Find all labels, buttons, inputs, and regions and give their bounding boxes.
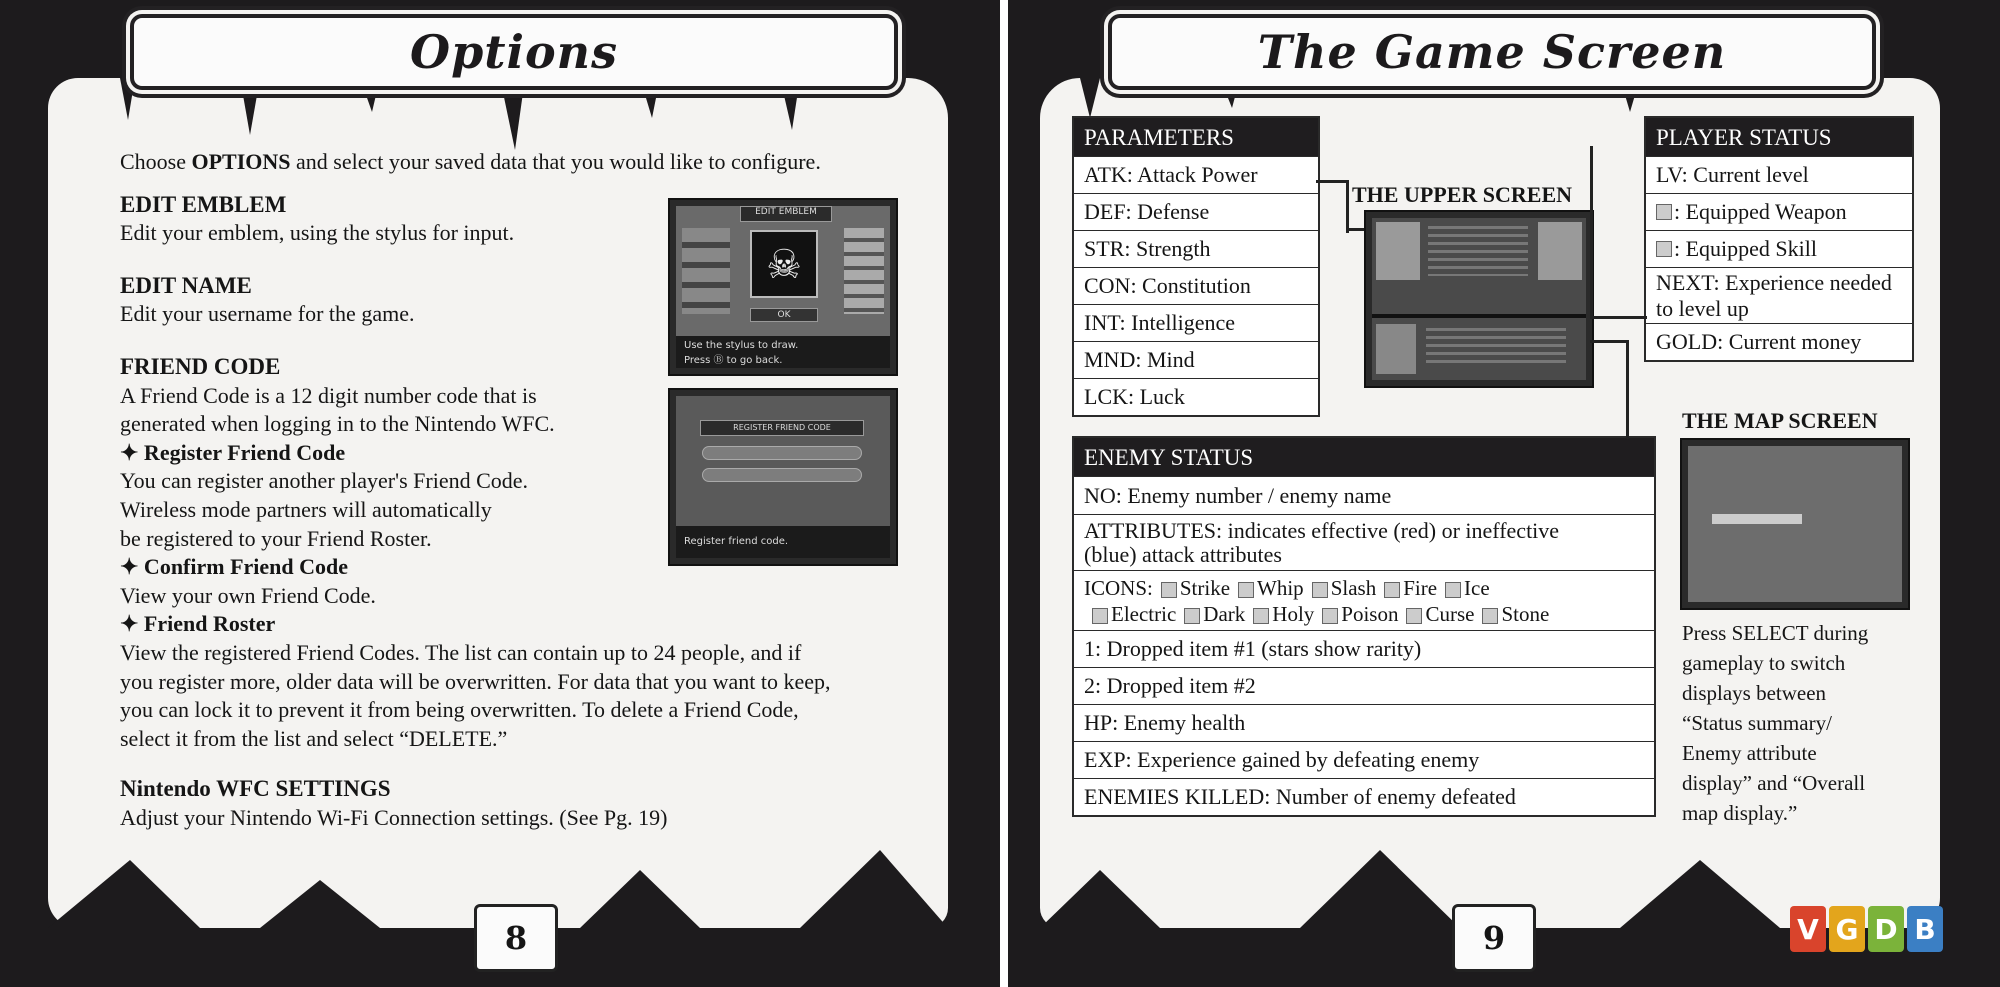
map-text-line: displays between <box>1682 681 1827 705</box>
enemy-portrait <box>1376 324 1416 374</box>
icon-label: Ice <box>1464 576 1490 600</box>
table-row: : Equipped Weapon <box>1646 193 1912 230</box>
map-text-line: display” and “Overall <box>1682 771 1866 795</box>
table-rows <box>1074 156 1318 415</box>
friend-code-section: FRIEND CODE A Friend Code is a 12 digit number code that is generated when logging in to the Nintendo WFC. ✦ Register Friend Code You can register another player's Friend Code. Wireless mode partners will automatically be registered to your Friend Roster. ✦ Confirm Friend Code View your own Friend Code. ✦ Friend Roster View the registered Friend Codes. The list can contain up to 24 people, and if you register more, older data will be overwritten. For data that you want to keep, you can lock it to prevent it from being overwritten. To delete a Friend Code, select it from the list and select “DELETE.” <box>120 353 910 753</box>
holy-icon <box>1253 608 1269 624</box>
icon-label: Poison <box>1341 602 1399 626</box>
table-row: 1: Dropped item #1 (stars show rarity) <box>1074 630 1654 667</box>
map-screen-screenshot <box>1680 438 1910 610</box>
icon-label: Dark <box>1203 602 1246 626</box>
map-text-line: map display.” <box>1682 801 1798 825</box>
edit-emblem-screenshot <box>668 198 898 376</box>
menu-pill-1 <box>702 446 862 460</box>
parameters-table <box>1072 116 1320 417</box>
page-number-right: 9 <box>1452 904 1536 972</box>
icon-label: Stone <box>1501 602 1550 626</box>
screenshot-title: REGISTER FRIEND CODE <box>700 420 864 436</box>
ice-icon <box>1445 582 1461 598</box>
skill-icon <box>1656 241 1672 257</box>
table-row: NEXT: Experience needed to level up <box>1646 267 1912 323</box>
stat-lines <box>1428 226 1528 276</box>
map-text-line: gameplay to switch <box>1682 651 1846 675</box>
map-text-line: “Status summary/ <box>1682 711 1832 735</box>
left-title-banner <box>130 14 898 90</box>
icon-label: Whip <box>1257 576 1304 600</box>
map-text-line: Enemy attribute <box>1682 741 1817 765</box>
map-text-line: Press SELECT during <box>1682 621 1869 645</box>
options-keyword: OPTIONS <box>191 149 291 174</box>
connector-line <box>1590 146 1647 319</box>
strike-icon <box>1161 582 1177 598</box>
table-row: CON: Constitution <box>1074 267 1318 304</box>
connector-line <box>1316 180 1349 233</box>
section-text: Edit your username for the game. <box>120 301 415 327</box>
table-row: DEF: Defense <box>1074 193 1318 230</box>
screenshot-caption: Register friend code. <box>676 526 890 558</box>
table-row: ATTRIBUTES: indicates effective (red) or ineffective (blue) attack attributes <box>1074 514 1654 570</box>
watermark-letter: D <box>1868 906 1904 952</box>
section-heading: FRIEND CODE <box>120 353 281 379</box>
wfc-settings-section <box>120 775 910 832</box>
icon-label: Slash <box>1330 576 1377 600</box>
section-heading: Nintendo WFC SETTINGS <box>120 776 391 802</box>
fire-icon <box>1384 582 1400 598</box>
watermark-letter: B <box>1907 906 1943 952</box>
character-portrait-right <box>1538 222 1582 280</box>
palette-swatches <box>682 228 730 314</box>
screenshot-caption: Use the stylus to draw. Press Ⓑ to go back. <box>676 336 890 368</box>
upper-screen-label: THE UPPER SCREEN <box>1352 182 1573 207</box>
player-status-table <box>1644 116 1914 362</box>
ok-button: OK <box>750 308 818 322</box>
screenshot-screen <box>1688 446 1902 602</box>
icons-row: ICONS: Strike Whip Slash Fire Ice Electric Dark Holy Poison Curse Stone <box>1074 570 1654 630</box>
icon-label: Curse <box>1425 602 1475 626</box>
page-title: Options <box>410 25 618 79</box>
table-row: GOLD: Current money <box>1646 323 1912 360</box>
icon-label: Strike <box>1179 576 1231 600</box>
page-number-left: 8 <box>474 904 558 972</box>
table-row: LV: Current level <box>1646 156 1912 193</box>
icon-label: Electric <box>1111 602 1177 626</box>
table-heading: PARAMETERS <box>1074 118 1318 156</box>
electric-icon <box>1092 608 1108 624</box>
upper-screen-screenshot <box>1364 210 1594 388</box>
table-row: MND: Mind <box>1074 341 1318 378</box>
poison-icon <box>1322 608 1338 624</box>
register-friend-code-screenshot <box>668 388 898 566</box>
map-description <box>1682 618 1922 828</box>
map-rooms <box>1712 514 1802 524</box>
table-heading: PLAYER STATUS <box>1646 118 1912 156</box>
icon-label: Fire <box>1403 576 1438 600</box>
vgdb-watermark-logo <box>1790 906 1943 952</box>
table-rows <box>1646 156 1912 360</box>
enemy-stat-lines <box>1426 328 1566 368</box>
table-row: LCK: Luck <box>1074 378 1318 415</box>
page-title: The Game Screen <box>1257 25 1727 79</box>
table-row: INT: Intelligence <box>1074 304 1318 341</box>
watermark-letter: G <box>1829 906 1865 952</box>
screen-divider <box>1372 314 1586 318</box>
register-heading: ✦ Register Friend Code <box>120 439 346 465</box>
menu-pill-2 <box>702 468 862 482</box>
right-title-banner <box>1108 14 1876 90</box>
table-row: EXP: Experience gained by defeating enemy <box>1074 741 1654 778</box>
curse-icon <box>1406 608 1422 624</box>
section-heading: EDIT NAME <box>120 272 252 298</box>
enemy-status-table <box>1072 436 1656 817</box>
character-portrait-left <box>1376 222 1420 280</box>
roster-heading: ✦ Friend Roster <box>120 611 276 637</box>
watermark-letter: V <box>1790 906 1826 952</box>
weapon-icon <box>1656 204 1672 220</box>
stone-icon <box>1482 608 1498 624</box>
table-row: 2: Dropped item #2 <box>1074 667 1654 704</box>
intro-paragraph: Choose OPTIONS and select your saved data that you would like to configure. <box>120 149 821 174</box>
connector-line <box>1590 340 1629 439</box>
dark-icon <box>1184 608 1200 624</box>
confirm-heading: ✦ Confirm Friend Code <box>120 554 349 580</box>
section-text: Edit your emblem, using the stylus for input. <box>120 220 515 246</box>
map-screen-label: THE MAP SCREEN <box>1682 408 1878 433</box>
table-row: NO: Enemy number / enemy name <box>1074 476 1654 514</box>
whip-icon <box>1238 582 1254 598</box>
section-heading: EDIT EMBLEM <box>120 191 287 217</box>
screenshot-title: EDIT EMBLEM <box>740 206 832 222</box>
table-row: ATK: Attack Power <box>1074 156 1318 193</box>
skull-emblem: ☠ <box>750 230 818 298</box>
color-bars <box>844 228 884 314</box>
slash-icon <box>1312 582 1328 598</box>
table-row: HP: Enemy health <box>1074 704 1654 741</box>
connector-line <box>1346 228 1364 235</box>
icon-label: Holy <box>1272 602 1315 626</box>
table-row: : Equipped Skill <box>1646 230 1912 267</box>
table-heading: ENEMY STATUS <box>1074 438 1654 476</box>
table-row: ENEMIES KILLED: Number of enemy defeated <box>1074 778 1654 815</box>
section-text: Adjust your Nintendo Wi-Fi Connection settings. (See Pg. 19) <box>120 804 668 830</box>
table-row: STR: Strength <box>1074 230 1318 267</box>
